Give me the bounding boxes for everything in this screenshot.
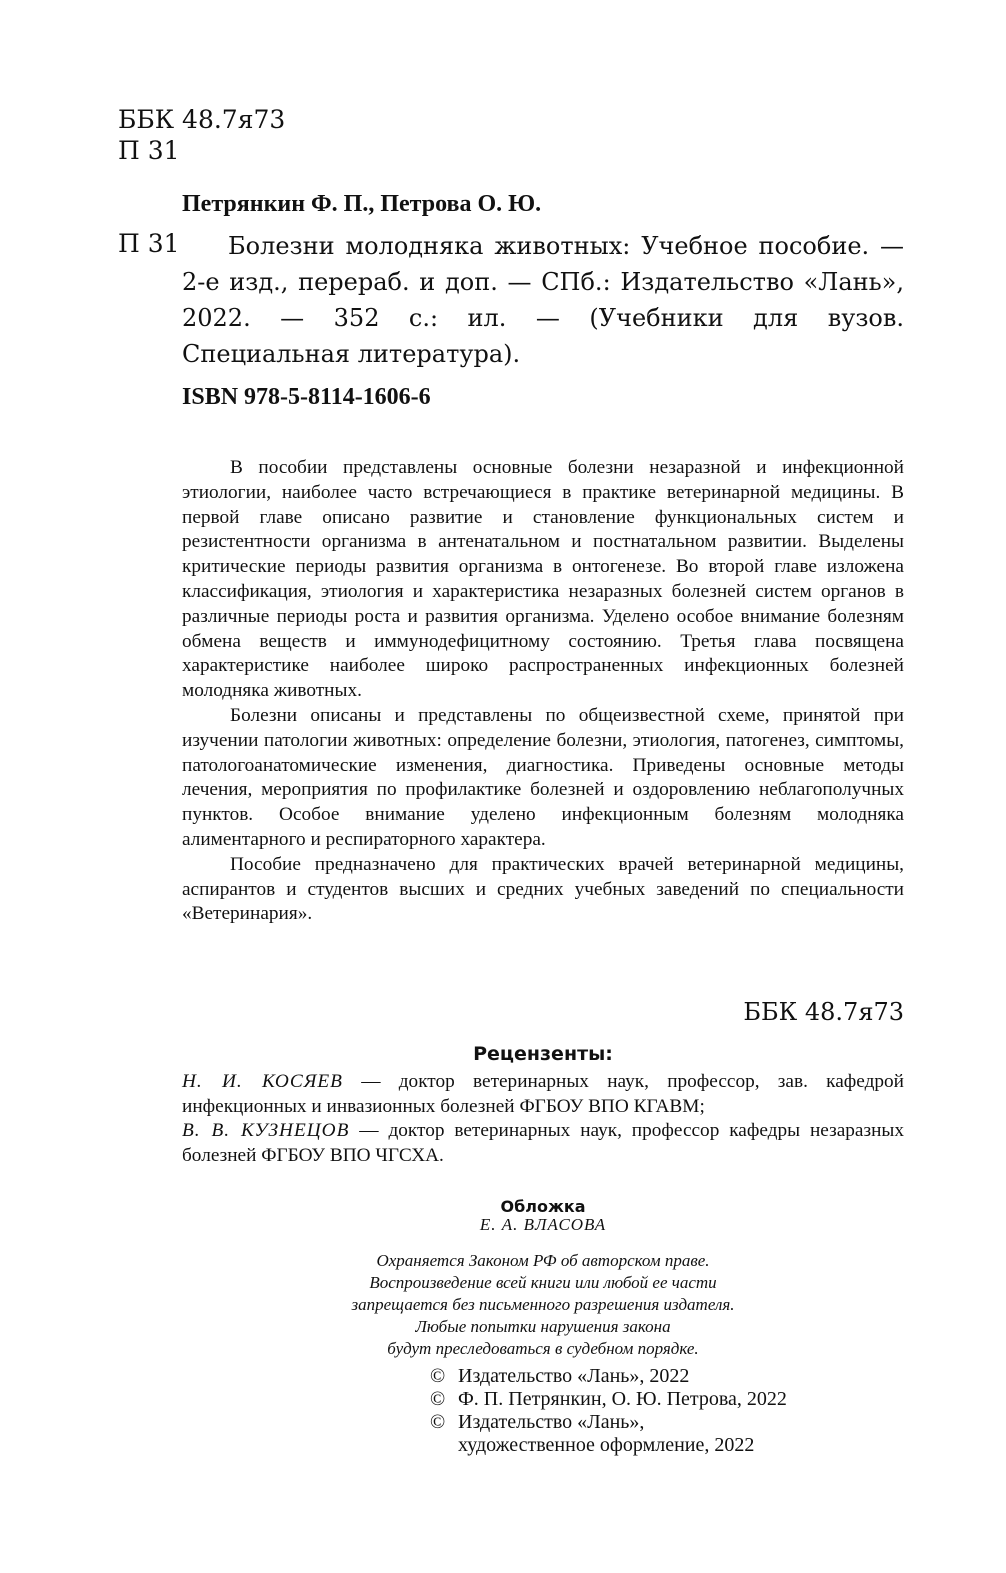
isbn: ISBN 978-5-8114-1606-6 <box>182 384 431 410</box>
copyright-notice <box>182 1250 904 1360</box>
copyright-notice-line: Воспроизведение всей книги или любой ее части <box>369 1273 717 1292</box>
copyright-text: Издательство «Лань», <box>458 1411 645 1433</box>
copyright-entry <box>430 1388 787 1411</box>
reviewer-entry <box>182 1070 904 1119</box>
author-mark: П 31 <box>118 136 180 165</box>
bbk-code: ББК 48.7я73 <box>118 105 286 134</box>
reviewer-description: — доктор ветеринарных наук, профессор кафедры незаразных болезней ФГБОУ ВПО ЧГСХА. <box>182 1120 904 1166</box>
copyright-text: художественное оформление, 2022 <box>458 1434 755 1456</box>
reviewers-list <box>182 1070 904 1168</box>
copyright-text: Ф. П. Петрянкин, О. Ю. Петрова, 2022 <box>458 1388 787 1410</box>
bibliographic-description: Болезни молодняка животных: Учебное пособие. — 2-е изд., перераб. и доп. — СПб.: Издательство «Лань», 2022. — 352 с.: ил. — (Учебники для вузов. Специальная литература). <box>182 232 904 368</box>
copyright-icon: © <box>430 1411 446 1433</box>
annotation-paragraph: В пособии представлены основные болезни незаразной и инфекционной этиологии, наиболее часто встречающиеся в практике ветеринарной медицины. В первой главе описано развитие и становление функциональных систем и резистентности организма в антенатальном и постнатальном развитии. Выделены критические периоды развития организма в онтогенезе. Во второй главе изложена классификация, этиология и характеристика незаразных болезней систем органов в различные периоды роста и развития организма. Уделено особое внимание болезням обмена веществ и иммунодефицитному состоянию. Третья глава посвящена характеристике наиболее широко распространенных инфекционных болезней молодняка животных. <box>182 457 904 702</box>
reviewer-name: В. В. КУЗНЕЦОВ <box>182 1120 350 1141</box>
bbk-code-right: ББК 48.7я73 <box>743 998 904 1026</box>
copyright-icon: © <box>430 1365 446 1387</box>
annotation-paragraph: Пособие предназначено для практических врачей ветеринарной медицины, аспирантов и студентов высших и средних учебных заведений по специальности «Ветеринария». <box>182 853 904 925</box>
copyright-entry <box>430 1434 787 1457</box>
reviewer-description: — доктор ветеринарных наук, профессор, зав. кафедрой инфекционных и инвазионных болезней ФГБОУ ВПО КГАВМ; <box>182 1071 905 1117</box>
author-line: Петрянкин Ф. П., Петрова О. Ю. <box>182 191 542 217</box>
copyright-notice-line: будут преследоваться в судебном порядке. <box>387 1339 699 1358</box>
annotation <box>182 456 904 927</box>
reviewer-entry <box>182 1119 904 1168</box>
copyright-notice-line: запрещается без письменного разрешения издателя. <box>351 1295 735 1314</box>
reviewer-name: Н. И. КОСЯЕВ <box>182 1071 343 1092</box>
copyright-list <box>430 1365 787 1457</box>
reviewers-title: Рецензенты: <box>473 1043 613 1065</box>
copyright-text: Издательство «Лань», 2022 <box>458 1365 690 1387</box>
cover-credit-title: Обложка <box>500 1197 586 1216</box>
copyright-entry <box>430 1411 787 1434</box>
copyright-icon <box>430 1434 458 1457</box>
copyright-icon: © <box>430 1388 446 1410</box>
cover-credit-name: Е. А. ВЛАСОВА <box>479 1215 607 1234</box>
shelf-code: П 31 <box>118 229 180 258</box>
copyright-entry <box>430 1365 787 1388</box>
copyright-notice-line: Любые попытки нарушения закона <box>415 1317 671 1336</box>
bbk-index-block <box>118 104 285 166</box>
copyright-notice-line: Охраняется Законом РФ об авторском праве. <box>376 1251 710 1270</box>
annotation-paragraph: Болезни описаны и представлены по общеизвестной схеме, принятой при изучении патологии животных: определение болезни, этиология, патогенез, симптомы, патологоанатомические изменения, диагностика. Приведены основные методы лечения, мероприятия по профилактике болезней и оздоровлению неблагополучных пунктов. Особое внимание уделено инфекционным болезням молодняка алиментарного и респираторного характера. <box>182 704 904 850</box>
